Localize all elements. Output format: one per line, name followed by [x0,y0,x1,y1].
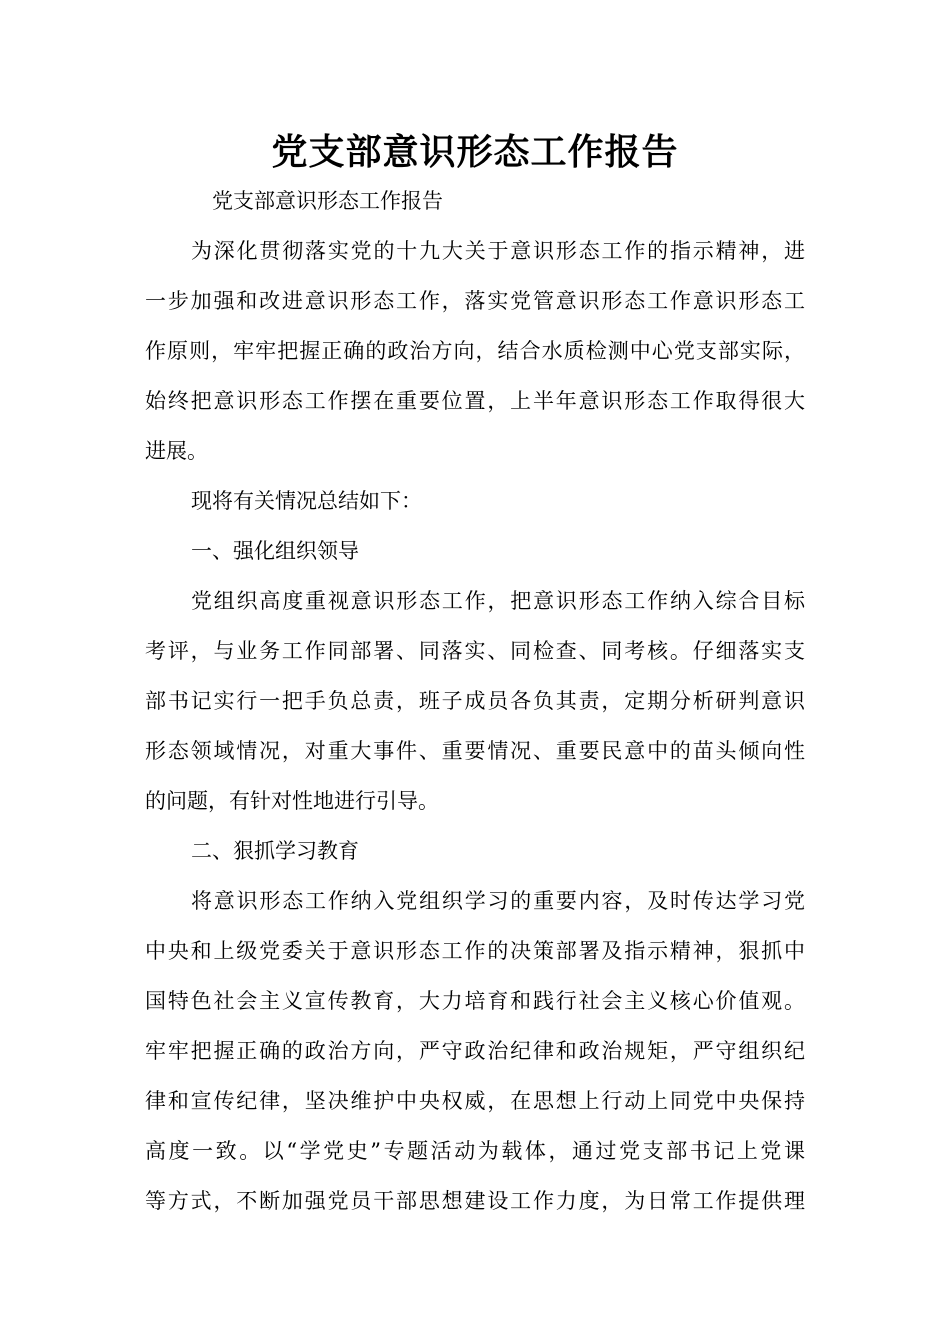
text-line-20: 等方式，不断加强党员干部思想建设工作力度，为日常工作提供理 [145,1189,805,1213]
text-line-19: 高度一致。以“学党史”专题活动为载体，通过党支部书记上党课 [145,1139,805,1163]
text-line-2: 一步加强和改进意识形态工作，落实党管意识形态工作意识形态工 [145,289,805,313]
text-line-4: 始终把意识形态工作摆在重要位置，上半年意识形态工作取得很大 [145,389,805,413]
text-line-12: 的问题，有针对性地进行引导。 [145,789,439,813]
text-line-14: 将意识形态工作纳入党组织学习的重要内容，及时传达学习党 [191,889,805,913]
text-line-6: 现将有关情况总结如下： [191,489,422,513]
text-line-15: 中央和上级党委关于意识形态工作的决策部署及指示精神，狠抓中 [145,939,805,963]
document-title: 党支部意识形态工作报告 [271,131,679,173]
text-line-5: 进展。 [145,439,208,463]
text-line-9: 考评，与业务工作同部署、同落实、同检查、同考核。仔细落实支 [145,639,805,663]
text-line-8: 党组织高度重视意识形态工作，把意识形态工作纳入综合目标 [191,589,805,613]
text-line-3: 作原则，牢牢把握正确的政治方向，结合水质检测中心党支部实际， [145,339,805,363]
document-subtitle: 党支部意识形态工作报告 [212,189,443,213]
section-heading-1: 一、强化组织领导 [191,539,359,563]
text-line-16: 国特色社会主义宣传教育，大力培育和践行社会主义核心价值观。 [145,989,805,1013]
text-line-10: 部书记实行一把手负总责，班子成员各负其责，定期分析研判意识 [145,689,805,713]
text-line-11: 形态领域情况，对重大事件、重要情况、重要民意中的苗头倾向性 [145,739,805,763]
text-line-17: 牢牢把握正确的政治方向，严守政治纪律和政治规矩，严守组织纪 [145,1039,805,1063]
text-line-18: 律和宣传纪律，坚决维护中央权威，在思想上行动上同党中央保持 [145,1089,805,1113]
text-line-1: 为深化贯彻落实党的十九大关于意识形态工作的指示精神，进 [191,239,805,263]
section-heading-2: 二、狠抓学习教育 [191,839,359,863]
